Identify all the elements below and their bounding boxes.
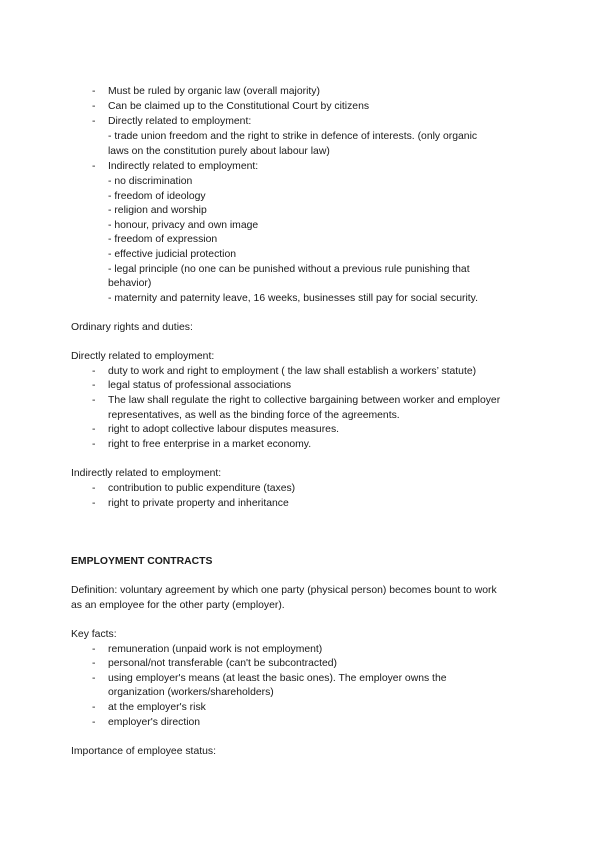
- bullet-dash: -: [92, 101, 96, 112]
- bullet-dash: -: [92, 658, 96, 669]
- list-item: Must be ruled by organic law (overall majority): [108, 86, 320, 97]
- section-heading: EMPLOYMENT CONTRACTS: [71, 556, 213, 567]
- list-item: right to private property and inheritance: [108, 498, 289, 509]
- list-item-continued: organization (workers/shareholders): [108, 687, 274, 698]
- bullet-dash: -: [92, 116, 96, 127]
- bullet-dash: -: [92, 380, 96, 391]
- bullet-dash: -: [92, 366, 96, 377]
- list-item: remuneration (unpaid work is not employment): [108, 644, 323, 655]
- ordinary-rights-title: Ordinary rights and duties:: [71, 322, 193, 333]
- sub-item: - honour, privacy and own image: [108, 220, 259, 231]
- sub-item: - freedom of expression: [108, 234, 218, 245]
- sub-item: - religion and worship: [108, 205, 207, 216]
- list-item: duty to work and right to employment ( the law shall establish a workers’ statute): [108, 366, 477, 377]
- sub-item: - maternity and paternity leave, 16 weeks, businesses still pay for social security.: [108, 293, 478, 304]
- list-item: legal status of professional associations: [108, 380, 292, 391]
- list-item: Indirectly related to employment:: [108, 161, 259, 172]
- definition-line: as an employee for the other party (employer).: [71, 600, 285, 611]
- bullet-dash: -: [92, 395, 96, 406]
- sub-item: - legal principle (no one can be punished without a previous rule punishing that: [108, 264, 470, 275]
- list-item: at the employer's risk: [108, 702, 206, 713]
- bullet-dash: -: [92, 702, 96, 713]
- list-item: Can be claimed up to the Constitutional Court by citizens: [108, 101, 370, 112]
- list-item: right to free enterprise in a market economy.: [108, 439, 312, 450]
- importance-heading: Importance of employee status:: [71, 746, 216, 757]
- bullet-dash: -: [92, 86, 96, 97]
- list-item: contribution to public expenditure (taxes): [108, 483, 296, 494]
- bullet-dash: -: [92, 483, 96, 494]
- sub-item: behavior): [108, 278, 152, 289]
- bullet-dash: -: [92, 717, 96, 728]
- list-item: employer's direction: [108, 717, 201, 728]
- sub-item: - effective judicial protection: [108, 249, 237, 260]
- sub-item: laws on the constitution purely about labour law): [108, 146, 330, 157]
- sub-item: - no discrimination: [108, 176, 193, 187]
- key-facts-heading: Key facts:: [71, 629, 117, 640]
- list-item: right to adopt collective labour disputes measures.: [108, 424, 340, 435]
- bullet-dash: -: [92, 424, 96, 435]
- bullet-dash: -: [92, 498, 96, 509]
- list-item: personal/not transferable (can't be subcontracted): [108, 658, 337, 669]
- bullet-dash: -: [92, 161, 96, 172]
- definition-line: Definition: voluntary agreement by which one party (physical person) becomes bount to work: [71, 585, 497, 596]
- list-item: The law shall regulate the right to collective bargaining between worker and employer: [108, 395, 501, 406]
- sub-item: - trade union freedom and the right to strike in defence of interests. (only organic: [108, 131, 478, 142]
- sub-item: - freedom of ideology: [108, 191, 206, 202]
- direct-heading: Directly related to employment:: [71, 351, 215, 362]
- list-item-continued: representatives, as well as the binding force of the agreements.: [108, 410, 400, 421]
- bullet-dash: -: [92, 673, 96, 684]
- indirect-heading: Indirectly related to employment:: [71, 468, 222, 479]
- list-item: using employer's means (at least the basic ones). The employer owns the: [108, 673, 447, 684]
- bullet-dash: -: [92, 439, 96, 450]
- bullet-dash: -: [92, 644, 96, 655]
- list-item: Directly related to employment:: [108, 116, 252, 127]
